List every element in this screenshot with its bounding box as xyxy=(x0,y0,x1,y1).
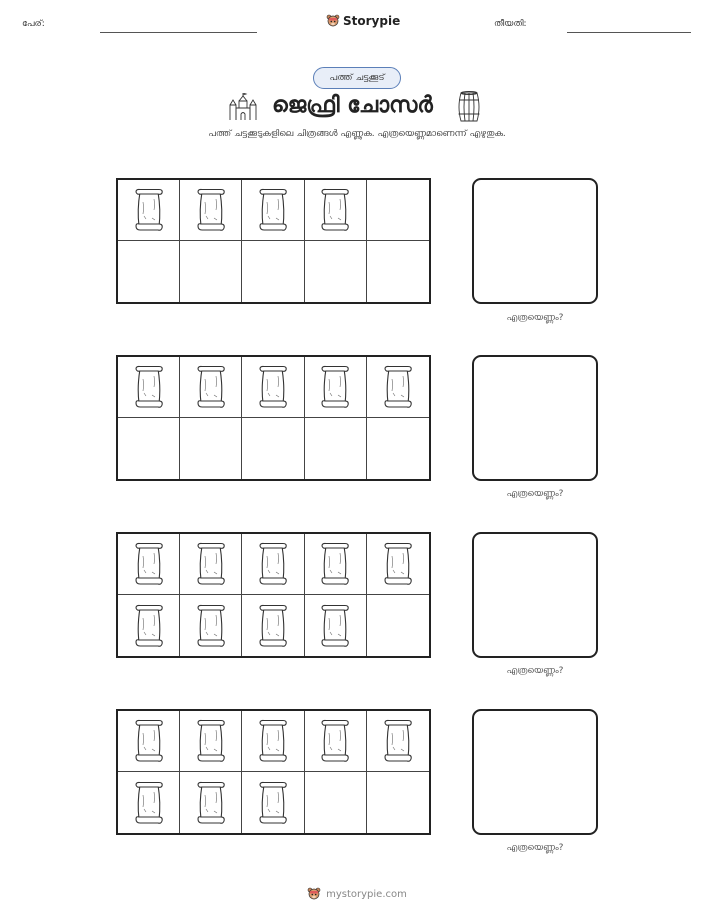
frame-cell xyxy=(305,418,367,479)
scroll-icon xyxy=(194,542,228,586)
frame-cell xyxy=(180,534,242,595)
frame-cell xyxy=(305,180,367,241)
scroll-icon xyxy=(256,719,290,763)
frame-cell xyxy=(180,180,242,241)
scroll-icon xyxy=(132,719,166,763)
scroll-icon xyxy=(256,365,290,409)
scroll-icon xyxy=(132,781,166,825)
scroll-icon xyxy=(381,542,415,586)
frame-cell xyxy=(242,418,304,479)
frame-cell xyxy=(118,241,180,302)
scroll-icon xyxy=(132,542,166,586)
frame-cell xyxy=(118,357,180,418)
frame-cell xyxy=(367,180,429,241)
footer xyxy=(0,886,714,902)
scroll-icon xyxy=(132,188,166,232)
frame-cell xyxy=(242,180,304,241)
scroll-icon xyxy=(132,365,166,409)
scroll-icon xyxy=(318,188,352,232)
frame-cell xyxy=(242,534,304,595)
frame-cell xyxy=(367,711,429,772)
how-many-label-2: എത്രയെണ്ണം? xyxy=(506,489,564,499)
frame-cell xyxy=(180,772,242,833)
brand-name: Storypie xyxy=(343,14,401,28)
instructions: പത്ത് ചട്ടക്കൂടുകളിലെ ചിത്രങ്ങൾ എണ്ണുക. എത്രയെണ്ണമാണെന്ന് എഴുതുക. xyxy=(208,129,506,139)
frame-cell xyxy=(305,772,367,833)
scroll-icon xyxy=(256,781,290,825)
frame-cell xyxy=(305,534,367,595)
frame-cell xyxy=(180,418,242,479)
frame-cell xyxy=(305,241,367,302)
scroll-icon xyxy=(381,719,415,763)
scroll-icon xyxy=(194,188,228,232)
scroll-icon xyxy=(256,542,290,586)
frame-cell xyxy=(118,595,180,656)
ten-frame-1 xyxy=(116,178,431,304)
scroll-icon xyxy=(132,604,166,648)
scroll-icon xyxy=(318,604,352,648)
name-line[interactable] xyxy=(100,32,257,33)
scroll-icon xyxy=(194,604,228,648)
ten-frame-3 xyxy=(116,532,431,658)
ten-frame-2 xyxy=(116,355,431,481)
name-label: പേര്: xyxy=(22,19,45,29)
frame-cell xyxy=(118,711,180,772)
frame-cell xyxy=(367,595,429,656)
answer-box-3[interactable] xyxy=(472,532,598,658)
scroll-icon xyxy=(318,542,352,586)
answer-box-1[interactable] xyxy=(472,178,598,304)
ten-frame-4 xyxy=(116,709,431,835)
scroll-icon xyxy=(194,781,228,825)
castle-icon xyxy=(228,93,258,121)
scroll-icon xyxy=(194,719,228,763)
bear-mascot-icon xyxy=(326,13,340,29)
frame-cell xyxy=(242,241,304,302)
scroll-icon xyxy=(318,365,352,409)
how-many-label-3: എത്രയെണ്ണം? xyxy=(506,666,564,676)
barrel-icon xyxy=(456,91,482,123)
frame-cell xyxy=(305,711,367,772)
frame-cell xyxy=(180,595,242,656)
frame-cell xyxy=(180,241,242,302)
brand-logo xyxy=(326,13,400,29)
frame-cell xyxy=(242,772,304,833)
footer-url[interactable]: mystorypie.com xyxy=(326,888,407,900)
frame-cell xyxy=(118,418,180,479)
scroll-icon xyxy=(381,365,415,409)
frame-cell xyxy=(242,357,304,418)
frame-cell xyxy=(367,418,429,479)
date-line[interactable] xyxy=(567,32,691,33)
frame-cell xyxy=(118,772,180,833)
frame-cell xyxy=(242,595,304,656)
frame-cell xyxy=(367,241,429,302)
worksheet-type-badge: പത്ത് ചട്ടക്കൂട് xyxy=(313,67,401,89)
frame-cell xyxy=(180,357,242,418)
scroll-icon xyxy=(194,365,228,409)
date-label: തീയതി: xyxy=(494,19,527,29)
frame-cell xyxy=(305,595,367,656)
frame-cell xyxy=(367,772,429,833)
frame-cell xyxy=(118,180,180,241)
scroll-icon xyxy=(256,188,290,232)
scroll-icon xyxy=(318,719,352,763)
answer-box-2[interactable] xyxy=(472,355,598,481)
frame-cell xyxy=(367,357,429,418)
how-many-label-4: എത്രയെണ്ണം? xyxy=(506,843,564,853)
frame-cell xyxy=(118,534,180,595)
frame-cell xyxy=(242,711,304,772)
frame-cell xyxy=(367,534,429,595)
frame-cell xyxy=(180,711,242,772)
frame-cell xyxy=(305,357,367,418)
how-many-label-1: എത്രയെണ്ണം? xyxy=(506,313,564,323)
scroll-icon xyxy=(256,604,290,648)
bear-mascot-icon xyxy=(307,886,321,902)
page-title: ജെഫ്രി ചോസർ xyxy=(272,93,433,118)
answer-box-4[interactable] xyxy=(472,709,598,835)
